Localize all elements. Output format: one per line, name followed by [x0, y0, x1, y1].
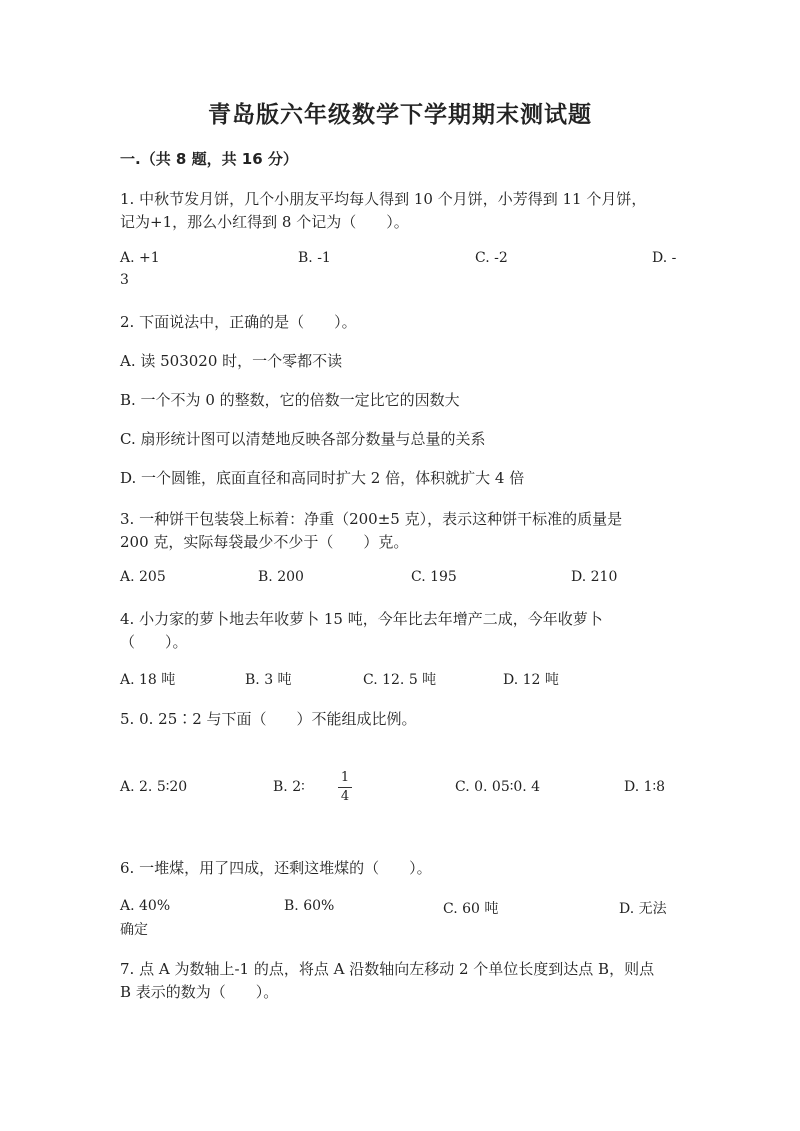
question-7-line-1: 7. 点 A 为数轴上-1 的点，将点 A 沿数轴向左移动 2 个单位长度到达点 B，则点 — [120, 960, 655, 978]
question-4-line-2: （ ）。 — [120, 633, 188, 651]
question-3-option-d: D. 210 — [571, 569, 618, 585]
question-5-option-d: D. 1∶8 — [624, 779, 666, 795]
question-1-option-b: B. -1 — [298, 250, 331, 266]
question-4-option-a: A. 18 吨 — [120, 672, 176, 688]
question-2-line-1: 2. 下面说法中，正确的是（ ）。 — [120, 313, 357, 331]
section-heading: 一.（共 8 题，共 16 分） — [120, 150, 298, 168]
question-3-option-c: C. 195 — [411, 569, 457, 585]
question-1-option-a: A. +1 — [120, 250, 160, 266]
question-2-option-b: B. 一个不为 0 的整数，它的倍数一定比它的因数大 — [120, 391, 460, 409]
question-4-option-d: D. 12 吨 — [503, 672, 559, 688]
question-6-option-c: C. 60 吨 — [443, 901, 499, 917]
question-1-option-c: C. -2 — [475, 250, 508, 266]
page-title: 青岛版六年级数学下学期期末测试题 — [208, 102, 592, 128]
question-1-line-1: 1. 中秋节发月饼，几个小朋友平均每人得到 10 个月饼，小芳得到 11 个月饼， — [120, 190, 647, 208]
question-1-line-2: 记为+1，那么小红得到 8 个记为（ ）。 — [120, 213, 409, 231]
question-3-option-b: B. 200 — [258, 569, 304, 585]
question-3-option-a: A. 205 — [120, 569, 166, 585]
question-4-option-c: C. 12. 5 吨 — [363, 672, 437, 688]
question-2-option-c: C. 扇形统计图可以清楚地反映各部分数量与总量的关系 — [120, 430, 486, 448]
question-6-option-b: B. 60% — [284, 898, 335, 914]
question-3-line-2: 200 克，实际每袋最少不少于（ ）克。 — [120, 533, 409, 551]
question-3-line-1: 3. 一种饼干包装袋上标着：净重（200±5 克），表示这种饼干标准的质量是 — [120, 510, 623, 528]
question-4-option-b: B. 3 吨 — [245, 672, 292, 688]
fraction-denominator: 4 — [340, 789, 350, 804]
fraction-bar — [338, 787, 352, 788]
question-2-option-d: D. 一个圆锥，底面直径和高同时扩大 2 倍，体积就扩大 4 倍 — [120, 469, 525, 487]
question-6-option-d: D. 无法 — [619, 901, 667, 917]
question-7-line-2: B 表示的数为（ ）。 — [120, 983, 279, 1001]
question-5-option-c: C. 0. 05∶0. 4 — [455, 779, 541, 795]
question-6-option-a: A. 40% — [120, 898, 171, 914]
question-1-option-d: D. - — [652, 250, 677, 266]
question-4-line-1: 4. 小力家的萝卜地去年收萝卜 15 吨，今年比去年增产二成，今年收萝卜 — [120, 610, 603, 628]
question-6-line-1: 6. 一堆煤，用了四成，还剩这堆煤的（ ）。 — [120, 859, 432, 877]
question-5-option-b: B. 2∶ — [273, 779, 305, 795]
question-5-option-a: A. 2. 5∶20 — [120, 779, 188, 795]
fraction-numerator: 1 — [340, 770, 350, 785]
question-1-option-d-wrap: 3 — [120, 272, 129, 288]
question-5-line-1: 5. 0. 25∶2 与下面（ ）不能组成比例。 — [120, 710, 417, 728]
question-6-option-d-wrap: 确定 — [120, 922, 148, 938]
question-5-option-b-fraction — [338, 770, 352, 805]
question-2-option-a: A. 读 503020 时，一个零都不读 — [120, 352, 343, 370]
